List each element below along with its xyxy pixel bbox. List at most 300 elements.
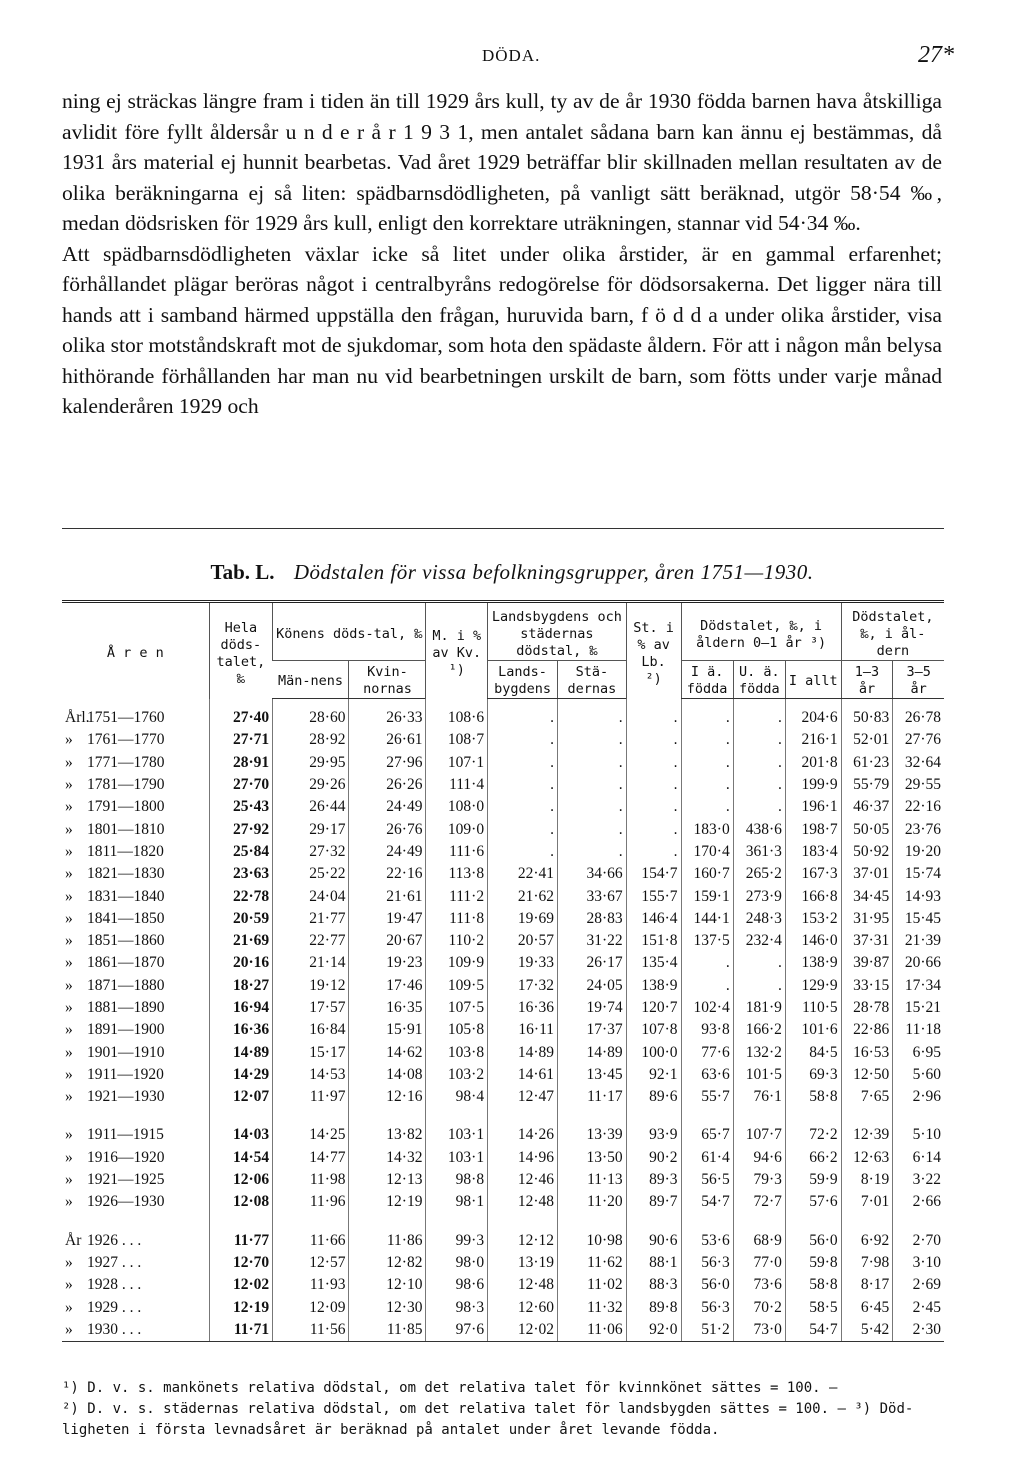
row-period: 1881—1890 <box>87 999 165 1016</box>
cell-mi: 98·8 <box>426 1169 488 1191</box>
cell-iallt: 56·0 <box>785 1214 841 1252</box>
cell-y13: 6·92 <box>841 1214 893 1252</box>
cell-stad: 13·45 <box>558 1064 627 1086</box>
period-cell <box>62 752 209 774</box>
cell-kvin: 11·85 <box>349 1319 426 1342</box>
cell-ua: 68·9 <box>733 1214 785 1252</box>
cell-sti: 107·8 <box>626 1019 681 1041</box>
header-kvinnornas: Kvin-nornas <box>349 661 426 699</box>
footnotes <box>62 1378 946 1441</box>
cell-y13: 55·79 <box>841 774 893 796</box>
cell-man: 11·96 <box>273 1191 349 1213</box>
cell-ia: . <box>681 975 733 997</box>
cell-sti: 135·4 <box>626 952 681 974</box>
row-prefix: » <box>65 865 73 883</box>
period-cell <box>62 1147 209 1169</box>
row-period: 1751—1760 <box>87 708 165 726</box>
cell-lands: 19·69 <box>488 908 558 930</box>
row-prefix: » <box>65 1320 73 1338</box>
cell-y35: 19·20 <box>893 841 944 863</box>
cell-stad: 13·39 <box>558 1108 627 1146</box>
cell-hela: 25·43 <box>209 796 273 818</box>
cell-iallt: 101·6 <box>785 1019 841 1041</box>
cell-hela: 14·03 <box>209 1108 273 1146</box>
cell-y13: 50·05 <box>841 818 893 840</box>
header-konens: Könens döds-tal, ‰ <box>273 602 426 661</box>
mortality-table <box>62 600 944 1342</box>
cell-y35: 20·66 <box>893 952 944 974</box>
cell-y13: 46·37 <box>841 796 893 818</box>
cell-hela: 12·06 <box>209 1169 273 1191</box>
cell-lands: 12·02 <box>488 1319 558 1342</box>
row-period: 1811—1820 <box>87 842 164 860</box>
cell-kvin: 26·33 <box>349 699 426 730</box>
cell-man: 12·57 <box>273 1252 349 1274</box>
cell-y13: 50·83 <box>841 699 893 730</box>
cell-kvin: 27·96 <box>349 752 426 774</box>
cell-lands: 20·57 <box>488 930 558 952</box>
cell-kvin: 14·32 <box>349 1147 426 1169</box>
cell-lands: 12·48 <box>488 1274 558 1296</box>
cell-sti: . <box>626 699 681 730</box>
header-u-a: U. ä. födda <box>733 661 785 699</box>
cell-ua: 101·5 <box>733 1064 785 1086</box>
table-row <box>62 1041 944 1063</box>
table-row <box>62 699 944 730</box>
row-period: 1831—1840 <box>87 887 165 905</box>
cell-ua: 181·9 <box>733 997 785 1019</box>
cell-man: 29·26 <box>273 774 349 796</box>
cell-iallt: 59·9 <box>785 1169 841 1191</box>
cell-ua: 438·6 <box>733 818 785 840</box>
running-title: DÖDA. <box>482 46 541 65</box>
cell-y13: 39·87 <box>841 952 893 974</box>
cell-kvin: 12·30 <box>349 1296 426 1318</box>
header-hela: Hela döds-talet, ‰ <box>209 602 273 699</box>
cell-ia: 144·1 <box>681 908 733 930</box>
cell-iallt: 54·7 <box>785 1319 841 1342</box>
cell-sti: 89·3 <box>626 1169 681 1191</box>
cell-ia: 61·4 <box>681 1147 733 1169</box>
cell-ia: . <box>681 952 733 974</box>
cell-y35: 32·64 <box>893 752 944 774</box>
table-row <box>62 1274 944 1296</box>
row-period: 1801—1810 <box>87 820 165 838</box>
header-i-allt: I allt <box>785 661 841 699</box>
cell-y13: 7·01 <box>841 1191 893 1213</box>
cell-lands: . <box>488 796 558 818</box>
cell-iallt: 58·8 <box>785 1086 841 1108</box>
cell-iallt: 59·8 <box>785 1252 841 1274</box>
cell-hela: 18·27 <box>209 975 273 997</box>
cell-lands: 14·89 <box>488 1041 558 1063</box>
cell-kvin: 17·46 <box>349 975 426 997</box>
cell-y13: 50·92 <box>841 841 893 863</box>
separator-rule <box>62 528 944 529</box>
cell-ua: 361·3 <box>733 841 785 863</box>
cell-mi: 108·0 <box>426 796 488 818</box>
cell-ia: 183·0 <box>681 818 733 840</box>
cell-iallt: 138·9 <box>785 952 841 974</box>
cell-ia: . <box>681 796 733 818</box>
cell-y35: 15·74 <box>893 863 944 885</box>
cell-man: 24·04 <box>273 885 349 907</box>
period-cell <box>62 975 209 997</box>
table-row <box>62 1296 944 1318</box>
table-row <box>62 1108 944 1146</box>
cell-iallt: 199·9 <box>785 774 841 796</box>
cell-iallt: 167·3 <box>785 863 841 885</box>
cell-man: 14·25 <box>273 1108 349 1146</box>
cell-mi: 107·5 <box>426 997 488 1019</box>
cell-stad: 28·83 <box>558 908 627 930</box>
cell-stad: . <box>558 752 627 774</box>
cell-ua: . <box>733 699 785 730</box>
table-row <box>62 1191 944 1213</box>
row-prefix: » <box>65 731 73 749</box>
table-row <box>62 908 944 930</box>
row-prefix: » <box>65 1021 73 1039</box>
cell-sti: 151·8 <box>626 930 681 952</box>
row-prefix: » <box>65 909 73 927</box>
cell-man: 15·17 <box>273 1041 349 1063</box>
period-cell <box>62 818 209 840</box>
cell-mi: 98·6 <box>426 1274 488 1296</box>
row-prefix: » <box>65 999 73 1016</box>
cell-iallt: 110·5 <box>785 997 841 1019</box>
cell-iallt: 204·6 <box>785 699 841 730</box>
header-dodstalet-0-1: Dödstalet, ‰, i åldern 0—1 år ³) <box>681 602 841 661</box>
cell-iallt: 216·1 <box>785 729 841 751</box>
cell-stad: 11·20 <box>558 1191 627 1213</box>
cell-man: 11·56 <box>273 1319 349 1342</box>
cell-kvin: 12·10 <box>349 1274 426 1296</box>
cell-kvin: 14·08 <box>349 1064 426 1086</box>
row-prefix: » <box>65 932 73 950</box>
footnote: ²) D. v. s. städernas relativa dödstal, om det relativa talet för landsbygden sättes = 100. — ³) Död- <box>62 1401 914 1417</box>
cell-y35: 15·45 <box>893 908 944 930</box>
body-text <box>62 86 942 422</box>
cell-ua: . <box>733 796 785 818</box>
row-period: 1911—1920 <box>87 1065 164 1083</box>
cell-sti: 138·9 <box>626 975 681 997</box>
cell-stad: 26·17 <box>558 952 627 974</box>
period-cell <box>62 1064 209 1086</box>
cell-ia: 159·1 <box>681 885 733 907</box>
cell-iallt: 198·7 <box>785 818 841 840</box>
period-cell <box>62 1086 209 1108</box>
cell-mi: 109·5 <box>426 975 488 997</box>
cell-y13: 5·42 <box>841 1319 893 1342</box>
period-cell <box>62 1252 209 1274</box>
cell-man: 14·77 <box>273 1147 349 1169</box>
row-period: 1821—1830 <box>87 865 165 883</box>
cell-sti: . <box>626 774 681 796</box>
footnote: ligheten i första levnadsåret är beräknad på antalet under året levande födda. <box>62 1422 720 1438</box>
period-cell <box>62 863 209 885</box>
cell-sti: 89·7 <box>626 1191 681 1213</box>
row-prefix: » <box>65 1148 73 1166</box>
cell-lands: . <box>488 729 558 751</box>
cell-mi: 113·8 <box>426 863 488 885</box>
cell-lands: . <box>488 841 558 863</box>
cell-stad: . <box>558 796 627 818</box>
table-row <box>62 1169 944 1191</box>
cell-y35: 11·18 <box>893 1019 944 1041</box>
cell-kvin: 19·23 <box>349 952 426 974</box>
cell-sti: 90·6 <box>626 1214 681 1252</box>
cell-stad: 11·13 <box>558 1169 627 1191</box>
row-period: 1926—1930 <box>87 1193 165 1211</box>
cell-iallt: 196·1 <box>785 796 841 818</box>
table-row <box>62 1214 944 1252</box>
row-prefix: » <box>65 1126 73 1144</box>
cell-stad: 34·66 <box>558 863 627 885</box>
row-prefix: » <box>65 1298 73 1316</box>
cell-y35: 2·66 <box>893 1191 944 1213</box>
cell-mi: 103·1 <box>426 1108 488 1146</box>
row-period: 1927 . . . <box>87 1253 142 1271</box>
period-cell <box>62 1169 209 1191</box>
cell-sti: . <box>626 752 681 774</box>
cell-kvin: 24·49 <box>349 796 426 818</box>
cell-sti: 90·2 <box>626 1147 681 1169</box>
cell-ia: 53·6 <box>681 1214 733 1252</box>
table-row <box>62 952 944 974</box>
cell-hela: 22·78 <box>209 885 273 907</box>
cell-man: 17·57 <box>273 997 349 1019</box>
cell-ua: 77·0 <box>733 1252 785 1274</box>
cell-ia: 77·6 <box>681 1041 733 1063</box>
cell-y13: 33·15 <box>841 975 893 997</box>
row-prefix: » <box>65 776 73 794</box>
row-period: 1761—1770 <box>87 731 165 749</box>
cell-man: 29·17 <box>273 818 349 840</box>
cell-mi: 108·7 <box>426 729 488 751</box>
cell-y35: 3·22 <box>893 1169 944 1191</box>
cell-iallt: 72·2 <box>785 1108 841 1146</box>
table-row <box>62 774 944 796</box>
cell-sti: 89·8 <box>626 1296 681 1318</box>
cell-lands: 12·46 <box>488 1169 558 1191</box>
row-prefix: » <box>65 954 73 972</box>
cell-lands: 19·33 <box>488 952 558 974</box>
cell-hela: 25·84 <box>209 841 273 863</box>
cell-mi: 97·6 <box>426 1319 488 1342</box>
cell-ia: 63·6 <box>681 1064 733 1086</box>
cell-ua: 73·0 <box>733 1319 785 1342</box>
cell-stad: 14·89 <box>558 1041 627 1063</box>
table-row <box>62 1252 944 1274</box>
table-row <box>62 729 944 751</box>
row-period: 1930 . . . <box>87 1320 142 1338</box>
cell-stad: . <box>558 774 627 796</box>
cell-lands: 13·19 <box>488 1252 558 1274</box>
cell-mi: 111·8 <box>426 908 488 930</box>
cell-kvin: 19·47 <box>349 908 426 930</box>
cell-hela: 12·07 <box>209 1086 273 1108</box>
cell-hela: 20·16 <box>209 952 273 974</box>
cell-kvin: 26·26 <box>349 774 426 796</box>
cell-ua: . <box>733 952 785 974</box>
cell-y13: 8·19 <box>841 1169 893 1191</box>
cell-man: 29·95 <box>273 752 349 774</box>
period-cell <box>62 908 209 930</box>
cell-mi: 98·0 <box>426 1252 488 1274</box>
cell-y13: 12·39 <box>841 1108 893 1146</box>
row-period: 1921—1930 <box>87 1088 165 1106</box>
cell-man: 19·12 <box>273 975 349 997</box>
cell-y35: 26·78 <box>893 699 944 730</box>
table-row <box>62 1019 944 1041</box>
cell-lands: . <box>488 774 558 796</box>
row-prefix: » <box>65 887 73 905</box>
cell-mi: 103·1 <box>426 1147 488 1169</box>
cell-sti: 154·7 <box>626 863 681 885</box>
header-i-a: I ä. födda <box>681 661 733 699</box>
cell-iallt: 57·6 <box>785 1191 841 1213</box>
cell-ua: 76·1 <box>733 1086 785 1108</box>
cell-hela: 11·71 <box>209 1319 273 1342</box>
cell-mi: 98·3 <box>426 1296 488 1318</box>
period-cell <box>62 952 209 974</box>
cell-kvin: 12·16 <box>349 1086 426 1108</box>
cell-y35: 27·76 <box>893 729 944 751</box>
cell-mi: 105·8 <box>426 1019 488 1041</box>
cell-y35: 14·93 <box>893 885 944 907</box>
cell-iallt: 66·2 <box>785 1147 841 1169</box>
table-body <box>62 699 944 1342</box>
cell-ua: 94·6 <box>733 1147 785 1169</box>
row-prefix: » <box>65 1276 73 1294</box>
cell-man: 11·66 <box>273 1214 349 1252</box>
table-row <box>62 885 944 907</box>
row-period: 1926 . . . <box>87 1231 142 1249</box>
cell-y13: 8·17 <box>841 1274 893 1296</box>
cell-ia: 54·7 <box>681 1191 733 1213</box>
table-row <box>62 930 944 952</box>
header-m-i: M. i % av Kv. ¹) <box>426 602 488 699</box>
paragraph: ning ej sträckas längre fram i tiden än till 1929 års kull, ty av de år 1930 födda barnen hava åtskilliga avlidit före fyllt åldersår u n d e r å r 1 9 3 1, men antalet sådana barn kan ännu ej bestämmas, då 1931 års material ej hunnit bearbetas. Vad året 1929 beträffar blir skillnaden mellan resultaten av de olika beräkningarna ej så liten: spädbarnsdödligheten, på vanligt sätt beräknad, utgör 58·54 ‰, medan dödsrisken för 1929 års kull, enligt den korrektare uträkningen, stannar vid 54·34 ‰. <box>62 89 942 235</box>
row-prefix: År <box>65 1231 82 1249</box>
cell-sti: . <box>626 729 681 751</box>
header-3-5: 3—5 år <box>893 661 944 699</box>
table-row <box>62 997 944 1019</box>
cell-ua: . <box>733 729 785 751</box>
cell-y35: 6·14 <box>893 1147 944 1169</box>
cell-stad: 31·22 <box>558 930 627 952</box>
cell-y13: 6·45 <box>841 1296 893 1318</box>
cell-sti: . <box>626 796 681 818</box>
row-period: 1911—1915 <box>87 1126 164 1144</box>
cell-ua: 79·3 <box>733 1169 785 1191</box>
row-period: 1901—1910 <box>87 1043 165 1061</box>
cell-hela: 27·40 <box>209 699 273 730</box>
row-prefix: » <box>65 1088 73 1106</box>
cell-hela: 23·63 <box>209 863 273 885</box>
cell-man: 14·53 <box>273 1064 349 1086</box>
cell-y13: 52·01 <box>841 729 893 751</box>
cell-ua: . <box>733 774 785 796</box>
row-prefix: » <box>65 1065 73 1083</box>
cell-hela: 12·70 <box>209 1252 273 1274</box>
row-prefix: Årl. <box>65 708 90 726</box>
cell-stad: . <box>558 818 627 840</box>
cell-y13: 22·86 <box>841 1019 893 1041</box>
cell-hela: 20·59 <box>209 908 273 930</box>
cell-lands: 12·60 <box>488 1296 558 1318</box>
table-row <box>62 975 944 997</box>
period-cell <box>62 1041 209 1063</box>
row-period: 1921—1925 <box>87 1171 165 1189</box>
cell-ua: 265·2 <box>733 863 785 885</box>
cell-stad: 17·37 <box>558 1019 627 1041</box>
cell-lands: . <box>488 818 558 840</box>
cell-kvin: 26·76 <box>349 818 426 840</box>
paragraph: Att spädbarnsdödligheten växlar icke så litet under olika årstider, är en gammal erfarenhet; förhållandet plägar beröras något i centralbyråns redogörelse för dödsorsakerna. Det ligger nära till hands att i samband härmed uppställa den frågan, huruvida barn, f ö d d a under olika årstider, visa olika stor motståndskraft mot de sjukdomar, som hota den spädaste åldern. För att i någon mån belysa hithörande förhållanden har man nu vid bearbetningen urskilt de barn, som fötts under varje månad kalenderåren 1929 och <box>62 241 942 418</box>
cell-lands: 16·11 <box>488 1019 558 1041</box>
row-period: 1929 . . . <box>87 1298 142 1316</box>
row-period: 1781—1790 <box>87 776 165 794</box>
cell-mi: 111·6 <box>426 841 488 863</box>
cell-y35: 2·70 <box>893 1214 944 1252</box>
period-cell <box>62 997 209 1019</box>
row-prefix: » <box>65 1193 73 1211</box>
header-lands: Lands-bygdens <box>488 661 558 699</box>
cell-kvin: 11·86 <box>349 1214 426 1252</box>
header-stad: Stä-dernas <box>558 661 627 699</box>
cell-man: 12·09 <box>273 1296 349 1318</box>
cell-y13: 37·31 <box>841 930 893 952</box>
cell-stad: . <box>558 699 627 730</box>
cell-y35: 29·55 <box>893 774 944 796</box>
cell-stad: 13·50 <box>558 1147 627 1169</box>
cell-ia: . <box>681 699 733 730</box>
header-landsbygdens: Landsbygdens och städernas dödstal, ‰ <box>488 602 627 661</box>
cell-kvin: 12·82 <box>349 1252 426 1274</box>
row-period: 1771—1780 <box>87 753 165 771</box>
cell-kvin: 12·19 <box>349 1191 426 1213</box>
table-row <box>62 752 944 774</box>
cell-man: 11·93 <box>273 1274 349 1296</box>
cell-ia: . <box>681 774 733 796</box>
row-period: 1928 . . . <box>87 1276 142 1294</box>
cell-y13: 12·63 <box>841 1147 893 1169</box>
cell-ia: 56·5 <box>681 1169 733 1191</box>
cell-kvin: 20·67 <box>349 930 426 952</box>
cell-kvin: 22·16 <box>349 863 426 885</box>
header-1-3: 1—3 år <box>841 661 893 699</box>
cell-y35: 17·34 <box>893 975 944 997</box>
cell-ua: . <box>733 975 785 997</box>
cell-y35: 21·39 <box>893 930 944 952</box>
table-row <box>62 841 944 863</box>
cell-iallt: 84·5 <box>785 1041 841 1063</box>
cell-mi: 107·1 <box>426 752 488 774</box>
cell-ua: 232·4 <box>733 930 785 952</box>
period-cell <box>62 1191 209 1213</box>
cell-ia: 93·8 <box>681 1019 733 1041</box>
cell-lands: 12·12 <box>488 1214 558 1252</box>
cell-mi: 111·2 <box>426 885 488 907</box>
cell-ia: 55·7 <box>681 1086 733 1108</box>
row-prefix: » <box>65 753 73 771</box>
period-cell <box>62 1214 209 1252</box>
cell-stad: 11·32 <box>558 1296 627 1318</box>
cell-man: 16·84 <box>273 1019 349 1041</box>
cell-mi: 98·1 <box>426 1191 488 1213</box>
period-cell <box>62 841 209 863</box>
